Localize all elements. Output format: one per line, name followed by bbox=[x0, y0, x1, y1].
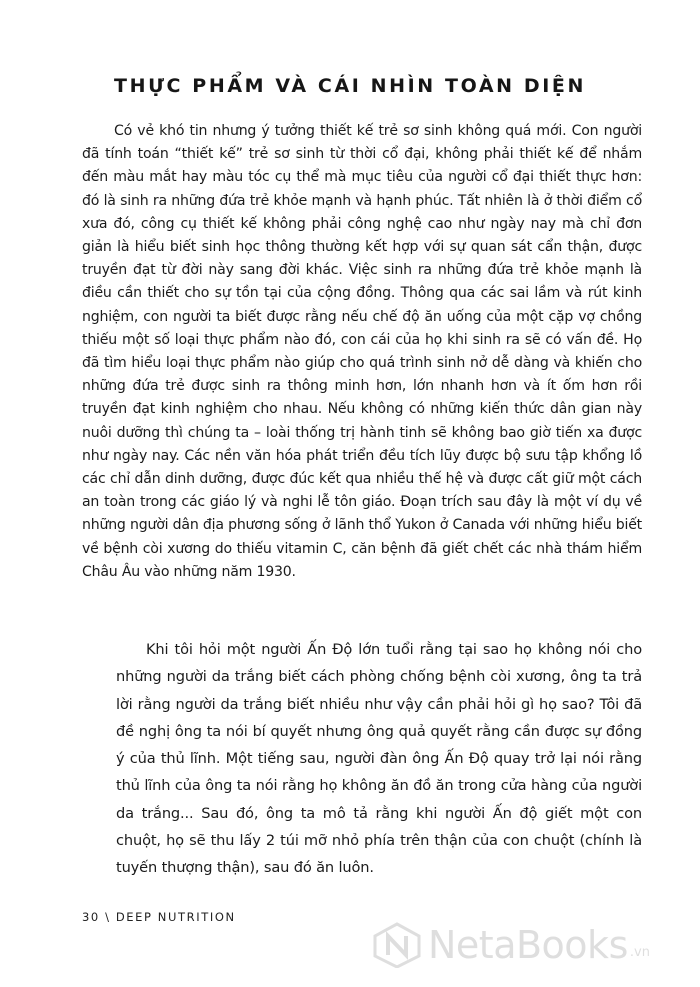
page-title: THỰC PHẨM VÀ CÁI NHÌN TOÀN DIỆN bbox=[114, 74, 586, 97]
body-paragraph: Có vẻ khó tin nhưng ý tưởng thiết kế trẻ sơ sinh không quá mới. Con người đã tính toán “thiết kế” trẻ sơ sinh từ thời cổ đại, không phải thiết kế để nhắm đến màu mắt hay màu tóc cụ thể mà mục tiêu của người cổ đại thiết thực hơn: đó là sinh ra những đứa trẻ khỏe mạnh và hạnh phúc. Tất nhiên là ở thời điểm cổ xưa đó, công cụ thiết kế không phải công nghệ cao như ngày nay mà chỉ đơn giản là hiểu biết sinh học thông thường kết hợp với sự quan sát cẩn thận, được truyền đạt từ đời này sang đời khác. Việc sinh ra những đứa trẻ khỏe mạnh là điều cần thiết cho sự tồn tại của cộng đồng. Thông qua các sai lầm và rút kinh nghiệm, con người ta biết được rằng nếu chế độ ăn uống của một cặp vợ chồng thiếu một số loại thực phẩm nào đó, con cái của họ khi sinh ra sẽ có vấn đề. Họ đã tìm hiểu loại thực phẩm nào giúp cho quá trình sinh nở dễ dàng và khiến cho những đứa trẻ được sinh ra thông minh hơn, lớn nhanh hơn và ít ốm hơn rồi truyền đạt kinh nghiệm cho nhau. Nếu không có những kiến thức dân gian này nuôi dưỡng thì chúng ta – loài thống trị hành tinh sẽ không bao giờ tiến xa được như ngày nay. Các nền văn hóa phát triển đều tích lũy được bộ sưu tập khổng lồ các chỉ dẫn dinh dưỡng, được đúc kết qua nhiều thế hệ và được cất giữ một cách an toàn trong các giáo lý và nghi lễ tôn giáo. Đoạn trích sau đây là một ví dụ về những người dân địa phương sống ở lãnh thổ Yukon ở Canada với những hiểu biết về bệnh còi xương do thiếu vitamin C, căn bệnh đã giết chết các nhà thám hiểm Châu Âu vào những năm 1930. bbox=[82, 123, 642, 580]
watermark-text: NetaBooks bbox=[428, 923, 628, 967]
page-footer: 30 \ DEEP NUTRITION bbox=[82, 910, 236, 924]
watermark bbox=[372, 922, 650, 968]
netabooks-logo-icon bbox=[372, 922, 422, 968]
block-quote: Khi tôi hỏi một người Ấn Độ lớn tuổi rằng tại sao họ không nói cho những người da trắng biết cách phòng chống bệnh còi xương, ông ta trả lời rằng người da trắng biết nhiều như vậy cần phải hỏi gì họ sao? Tôi đã đề nghị ông ta nói bí quyết nhưng ông quả quyết rằng cần được sự đồng ý của thủ lĩnh. Một tiếng sau, người đàn ông Ấn Độ quay trở lại nói rằng thủ lĩnh của ông ta nói rằng họ không ăn đồ ăn trong cửa hàng của người da trắng... Sau đó, ông ta mô tả rằng khi người Ấn độ giết một con chuột, họ sẽ thu lấy 2 túi mỡ nhỏ phía trên thận của con chuột (chính là tuyến thượng thận), sau đó ăn luôn. bbox=[116, 641, 642, 877]
watermark-suffix: .vn bbox=[629, 945, 650, 960]
